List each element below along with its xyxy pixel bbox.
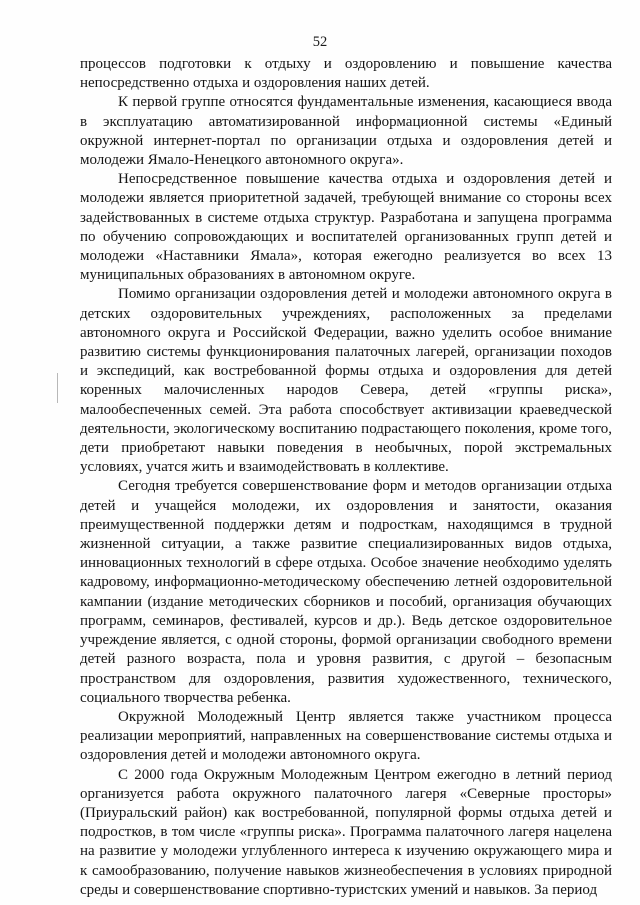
- page-number: 52: [312, 34, 328, 50]
- body-text: [80, 55, 612, 900]
- margin-mark: [57, 373, 58, 403]
- paragraph: К первой группе относятся фундаментальные изменения, касающиеся ввода в эксплуатацию автоматизированной информационной системы «Единый окружной интернет-портал по организации отдыха и оздоровления детей и молодежи Ямало-Ненецкого автономного округа».: [80, 94, 612, 169]
- paragraph: С 2000 года Окружным Молодежным Центром ежегодно в летний период организуется работа окружного палаточного лагеря «Северные просторы» (Приуральский район) как востребованной, популярной формы отдыха детей и подростков, в том числе «группы риска». Программа палаточного лагеря нацелена на развитие у молодежи углубленного интереса к изучению окружающего мира и к самообразованию, получение навыков жизнеобеспечения в условиях природной среды и совершенствование спортивно-туристских умений и навыков. За период: [80, 766, 612, 898]
- paragraph: Сегодня требуется совершенствование форм и методов организации отдыха детей и учащейся молодежи, их оздоровления и занятости, оказания преимущественной поддержки детям и подросткам, находящимся в трудной жизненной ситуации, а также развитие специализированных видов отдыха, инновационных технологий в сфере отдыха. Особое значение необходимо уделять кадровому, информационно-методическому обеспечению летней оздоровительной кампании (издание методических сборников и пособий, организация обучающих программ, семинаров, фестивалей, курсов и др.). Ведь детское оздоровительное учреждение является, с одной стороны, формой организации свободного времени детей разного возраста, пола и уровня развития, с другой – безопасным пространством для оздоровления, развития художественного, технического, социального творчества ребенка.: [80, 478, 612, 706]
- paragraph-continuation: процессов подготовки к отдыху и оздоровлению и повышение качества непосредственно отдыха и оздоровления наших детей.: [80, 56, 612, 92]
- paragraph: Непосредственное повышение качества отдыха и оздоровления детей и молодежи является приоритетной задачей, требующей внимание со стороны всех задействованных в системе отдыха структур. Разработана и запущена программа по обучению сопровождающих и воспитателей организованных групп детей и молодежи «Наставники Ямала», которая ежегодно реализуется во всех 13 муниципальных образованиях в автономном округе.: [80, 171, 612, 284]
- paragraph: Окружной Молодежный Центр является также участником процесса реализации мероприятий, направленных на совершенствование системы отдыха и оздоровления детей и молодежи автономного округа.: [80, 708, 612, 764]
- paragraph: Помимо организации оздоровления детей и молодежи автономного округа в детских оздоровительных учреждениях, расположенных за пределами автономного округа и Российской Федерации, важно уделить особое внимание развитию системы функционирования палаточных лагерей, организации походов и экспедиций, как востребованной формы отдыха и оздоровления для детей коренных малочисленных народов Севера, детей «группы риска», малообеспеченных семей. Эта работа способствует активизации краеведческой деятельности, экологическому воспитанию подрастающего поколения, кроме того, дети приобретают навыки поведения в необычных, порой экстремальных условиях, учатся жить и взаимодействовать в коллективе.: [80, 286, 612, 476]
